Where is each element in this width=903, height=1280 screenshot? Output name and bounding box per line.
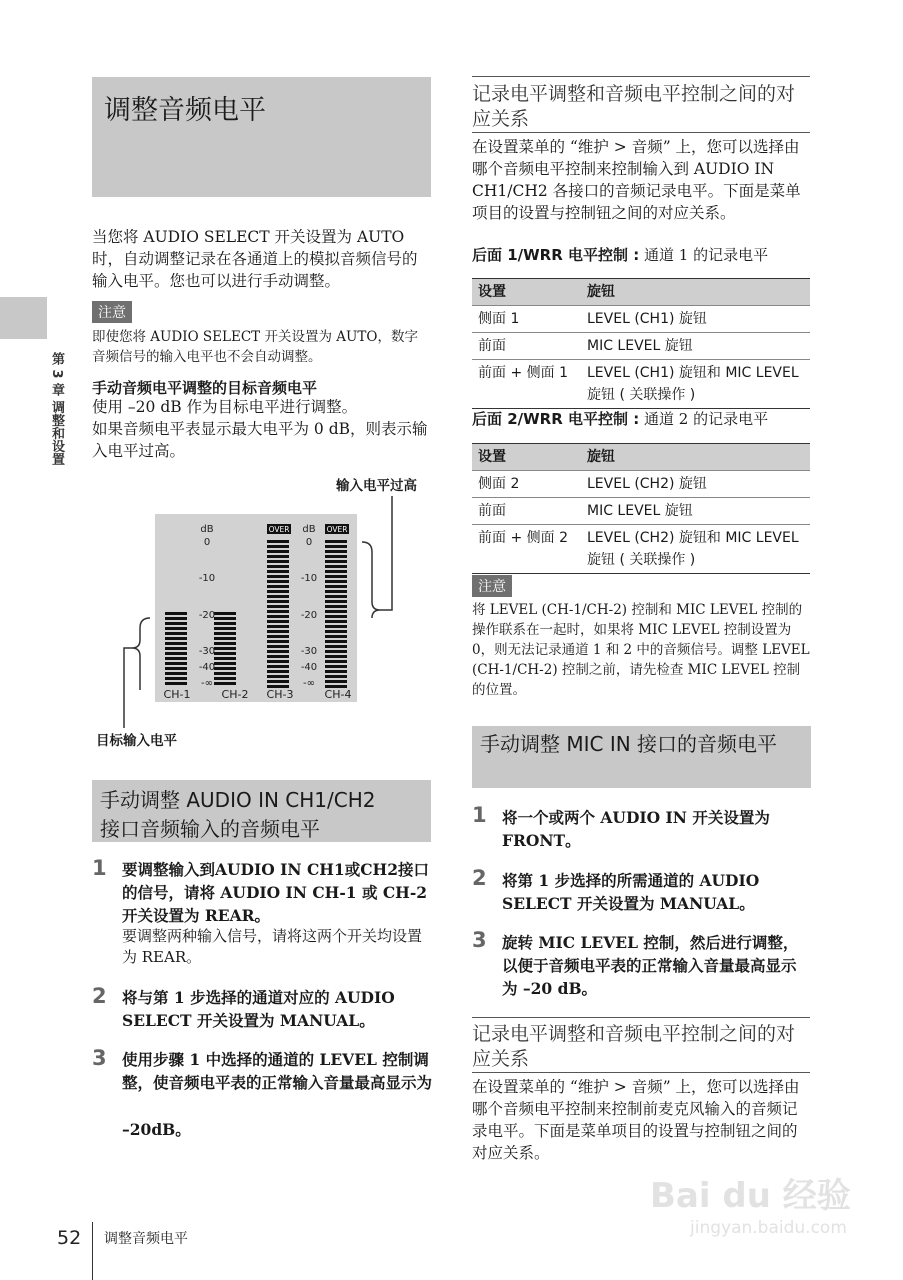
step-number: 3: [472, 928, 487, 952]
meter-segment: [214, 657, 236, 660]
meter-segment: [165, 617, 187, 620]
meter-scale-label: -20: [300, 610, 318, 621]
meter-segment: [325, 545, 347, 548]
meter-segment: [325, 620, 347, 623]
meter-segment: [267, 610, 289, 613]
correspondence-heading: 记录电平调整和音频电平控制之间的对应关系: [472, 1023, 796, 1070]
meter-segment: [325, 600, 347, 603]
meter-segment: [325, 550, 347, 553]
meter-segment: [267, 565, 289, 568]
meter-scale-label: -30: [300, 646, 318, 657]
table-row: 前面 + 侧面 2 LEVEL (CH2) 旋钮和 MIC LEVEL 旋钮 ( 关联操作 ): [472, 525, 810, 574]
meter-segment: [325, 560, 347, 563]
target-level-label: 目标输入电平: [96, 733, 177, 749]
meter-segment: [325, 640, 347, 643]
meter-segment: [214, 682, 236, 685]
meter-segment: [214, 627, 236, 630]
control-table-1: 设置 旋钮 侧面 1 LEVEL (CH1) 旋钮 前面 MIC LEVEL 旋钮 前面 + 侧面 1 LEVEL (CH1) 旋钮和 MIC LEVEL 旋钮 ( 关联操作 ): [472, 278, 810, 409]
meter-segment: [325, 630, 347, 633]
control-table-2: 设置 旋钮 侧面 2 LEVEL (CH2) 旋钮 前面 MIC LEVEL 旋钮 前面 + 侧面 2 LEVEL (CH2) 旋钮和 MIC LEVEL 旋钮 ( 关联操作 ): [472, 443, 810, 574]
meter-segment: [214, 637, 236, 640]
section-heading-line1: 手动调整 AUDIO IN CH1/CH2: [100, 788, 376, 812]
step-text: 将一个或两个 AUDIO IN 开关设置为 FRONT。: [502, 808, 770, 850]
svg-text:0: 0: [305, 537, 313, 548]
over-badge-label: OVER: [268, 525, 290, 534]
meter-segment: [325, 570, 347, 573]
meter-scale-label: -20: [198, 610, 216, 621]
target-level-line2: 如果音频电平表显示最大电平为 0 dB，则表示输入电平过高。: [92, 420, 428, 460]
meter-segment: [267, 620, 289, 623]
meter-segment: [214, 632, 236, 635]
meter-segment: [325, 615, 347, 618]
table2-caption: 后面 2/WRR 电平控制 : 通道 2 的记录电平: [472, 410, 769, 428]
meter-scale-label: -∞: [201, 678, 213, 689]
meter-segment: [267, 560, 289, 563]
watermark-logo: Bai du 经验: [650, 1176, 851, 1216]
step-number: 3: [92, 1046, 107, 1070]
meter-segment: [214, 662, 236, 665]
footer-divider: [92, 1222, 93, 1280]
meter-segment: [267, 675, 289, 678]
meter-scale-label: -40: [300, 662, 318, 673]
meter-segment: [267, 605, 289, 608]
meter-segment: [267, 590, 289, 593]
meter-segment: [325, 610, 347, 613]
step-text: 使用步骤 1 中选择的通道的 LEVEL 控制调整，使音频电平表的正常输入音量最高显示为: [122, 1050, 433, 1092]
meter-segment: [325, 645, 347, 648]
meter-segment: [214, 642, 236, 645]
chapter-tab-marker: [0, 297, 47, 339]
meter-segment: [214, 612, 236, 615]
meter-segment: [267, 615, 289, 618]
meter-segment: [325, 605, 347, 608]
meter-segment: [165, 667, 187, 670]
meter-segment: [325, 580, 347, 583]
meter-segment: [214, 677, 236, 680]
meter-segment: [214, 667, 236, 670]
meter-segment: [325, 585, 347, 588]
svg-text:dB: dB: [302, 524, 316, 535]
meter-segment: [165, 682, 187, 685]
meter-segment: [325, 675, 347, 678]
step-number: 2: [472, 866, 487, 890]
step-text: 要调整输入到AUDIO IN CH1或CH2接口的信号，请将 AUDIO IN CH-1 或 CH-2 开关设置为 REAR。: [122, 860, 429, 925]
channel-label: CH-4: [324, 688, 352, 701]
meter-segment: [325, 625, 347, 628]
meter-segment: [267, 550, 289, 553]
meter-segment: [267, 655, 289, 658]
note-label: 注意: [92, 301, 132, 323]
correspondence-heading: 记录电平调整和音频电平控制之间的对应关系: [472, 83, 796, 130]
meter-segment: [214, 652, 236, 655]
meter-segment: [267, 555, 289, 558]
channel-label: CH-3: [266, 688, 294, 701]
intro-paragraph: 当您将 AUDIO SELECT 开关设置为 AUTO 时，自动调整记录在各通道上的模拟音频信号的输入电平。您也可以进行手动调整。: [92, 228, 418, 290]
meter-segment: [165, 642, 187, 645]
meter-segment: [214, 617, 236, 620]
meter-segment: [325, 660, 347, 663]
table1-caption: 后面 1/WRR 电平控制 : 通道 1 的记录电平: [472, 246, 769, 264]
page-title: 调整音频电平: [104, 95, 266, 126]
meter-segment: [325, 555, 347, 558]
meter-segment: [165, 652, 187, 655]
footer-title: 调整音频电平: [104, 1231, 188, 1247]
meter-segment: [267, 670, 289, 673]
step-text: 旋转 MIC LEVEL 控制，然后进行调整，以便于音频电平表的正常输入音量最高显示为 –20 dB。: [502, 933, 799, 998]
note-text: 即使您将 AUDIO SELECT 开关设置为 AUTO，数字音频信号的输入电平也不会自动调整。: [92, 329, 418, 365]
meter-segment: [267, 545, 289, 548]
meter-segment: [165, 662, 187, 665]
meter-segment: [267, 635, 289, 638]
meter-segment: [267, 645, 289, 648]
step-number: 1: [92, 856, 107, 880]
meter-segment: [267, 625, 289, 628]
meter-segment: [267, 540, 289, 543]
meter-scale-label: -30: [198, 646, 216, 657]
meter-segment: [267, 575, 289, 578]
meter-segment: [325, 590, 347, 593]
table-row: 前面 + 侧面 1 LEVEL (CH1) 旋钮和 MIC LEVEL 旋钮 ( 关联操作 ): [472, 360, 810, 409]
meter-segment: [325, 680, 347, 683]
meter-segment: [165, 677, 187, 680]
meter-segment: [165, 632, 187, 635]
meter-segment: [325, 670, 347, 673]
step-number: 1: [472, 803, 487, 827]
correspondence-paragraph: 在设置菜单的 “维护 > 音频” 上，您可以选择由哪个音频电平控制来控制输入到 AUDIO IN CH1/CH2 各接口的音频记录电平。下面是菜单项目的设置与控制钮之间的对应关系。: [472, 138, 801, 222]
chapter-label: 第 3 章 调整和设置: [49, 352, 64, 466]
table-row: 侧面 1 LEVEL (CH1) 旋钮: [472, 306, 810, 333]
table-row: 侧面 2 LEVEL (CH2) 旋钮: [472, 471, 810, 498]
meter-segment: [267, 660, 289, 663]
meter-segment: [325, 565, 347, 568]
meter-segment: [214, 622, 236, 625]
meter-segment: [267, 570, 289, 573]
meter-segment: [267, 665, 289, 668]
step-subtext: 要调整两种输入信号，请将这两个开关均设置为 REAR。: [122, 927, 423, 966]
target-level-line1: 使用 –20 dB 作为目标电平进行调整。: [92, 398, 358, 416]
meter-segment: [165, 622, 187, 625]
meter-segment: [165, 612, 187, 615]
meter-segment: [267, 585, 289, 588]
note-text: 将 LEVEL (CH-1/CH-2) 控制和 MIC LEVEL 控制的操作联系在一起时，如果将 MIC LEVEL 控制设置为 0，则无法记录通道 1 和 2 中的音频信号。调整 LEVEL (CH-1/CH-2) 控制之前，请先检查 MIC LEVEL 控制的位置。: [472, 602, 810, 698]
divider: [472, 76, 810, 77]
page-number: 52: [57, 1227, 82, 1249]
meter-segment: [165, 637, 187, 640]
meter-segment: [165, 647, 187, 650]
meter-segment: [325, 635, 347, 638]
meter-segment: [165, 657, 187, 660]
over-badge-label: OVER: [326, 525, 348, 534]
target-level-heading: 手动音频电平调整的目标音频电平: [92, 379, 318, 397]
meter-scale-label: -10: [300, 573, 318, 584]
watermark-url: jingyan.baidu.com: [690, 1218, 847, 1238]
svg-text:0: 0: [203, 537, 211, 548]
audio-level-meter-illustration: [90, 490, 430, 730]
step-text-continued: –20dB。: [122, 1120, 191, 1139]
meter-segment: [325, 540, 347, 543]
meter-segment: [325, 595, 347, 598]
section-heading-line2: 接口音频输入的音频电平: [100, 817, 320, 841]
meter-segment: [267, 580, 289, 583]
divider: [472, 1017, 810, 1018]
channel-label: CH-2: [221, 688, 249, 701]
divider: [472, 132, 810, 133]
meter-scale-label: -10: [198, 573, 216, 584]
meter-segment: [325, 650, 347, 653]
meter-segment: [214, 647, 236, 650]
meter-segment: [267, 600, 289, 603]
meter-segment: [165, 627, 187, 630]
meter-segment: [325, 655, 347, 658]
meter-segment: [267, 650, 289, 653]
note-label: 注意: [472, 575, 512, 597]
divider: [472, 1072, 810, 1073]
svg-text:dB: dB: [200, 524, 214, 535]
meter-scale-label: -∞: [303, 678, 315, 689]
meter-segment: [267, 680, 289, 683]
meter-segment: [165, 672, 187, 675]
over-level-label: 输入电平过高: [336, 478, 417, 494]
meter-segment: [267, 630, 289, 633]
table-row: 前面 MIC LEVEL 旋钮: [472, 333, 810, 360]
correspondence-paragraph: 在设置菜单的 “维护 > 音频” 上，您可以选择由哪个音频电平控制来控制前麦克风输入的音频记录电平。下面是菜单项目的设置与控制钮之间的对应关系。: [472, 1078, 800, 1162]
step-text: 将与第 1 步选择的通道对应的 AUDIO SELECT 开关设置为 MANUAL。: [122, 988, 395, 1030]
mic-section-heading: 手动调整 MIC IN 接口的音频电平: [480, 732, 778, 756]
meter-scale-label: -40: [198, 662, 216, 673]
meter-segment: [325, 665, 347, 668]
meter-segment: [267, 640, 289, 643]
step-number: 2: [92, 984, 107, 1008]
channel-label: CH-1: [163, 688, 191, 701]
table-row: 前面 MIC LEVEL 旋钮: [472, 498, 810, 525]
step-text: 将第 1 步选择的所需通道的 AUDIO SELECT 开关设置为 MANUAL。: [502, 871, 760, 913]
meter-segment: [267, 595, 289, 598]
meter-segment: [325, 575, 347, 578]
meter-segment: [214, 672, 236, 675]
